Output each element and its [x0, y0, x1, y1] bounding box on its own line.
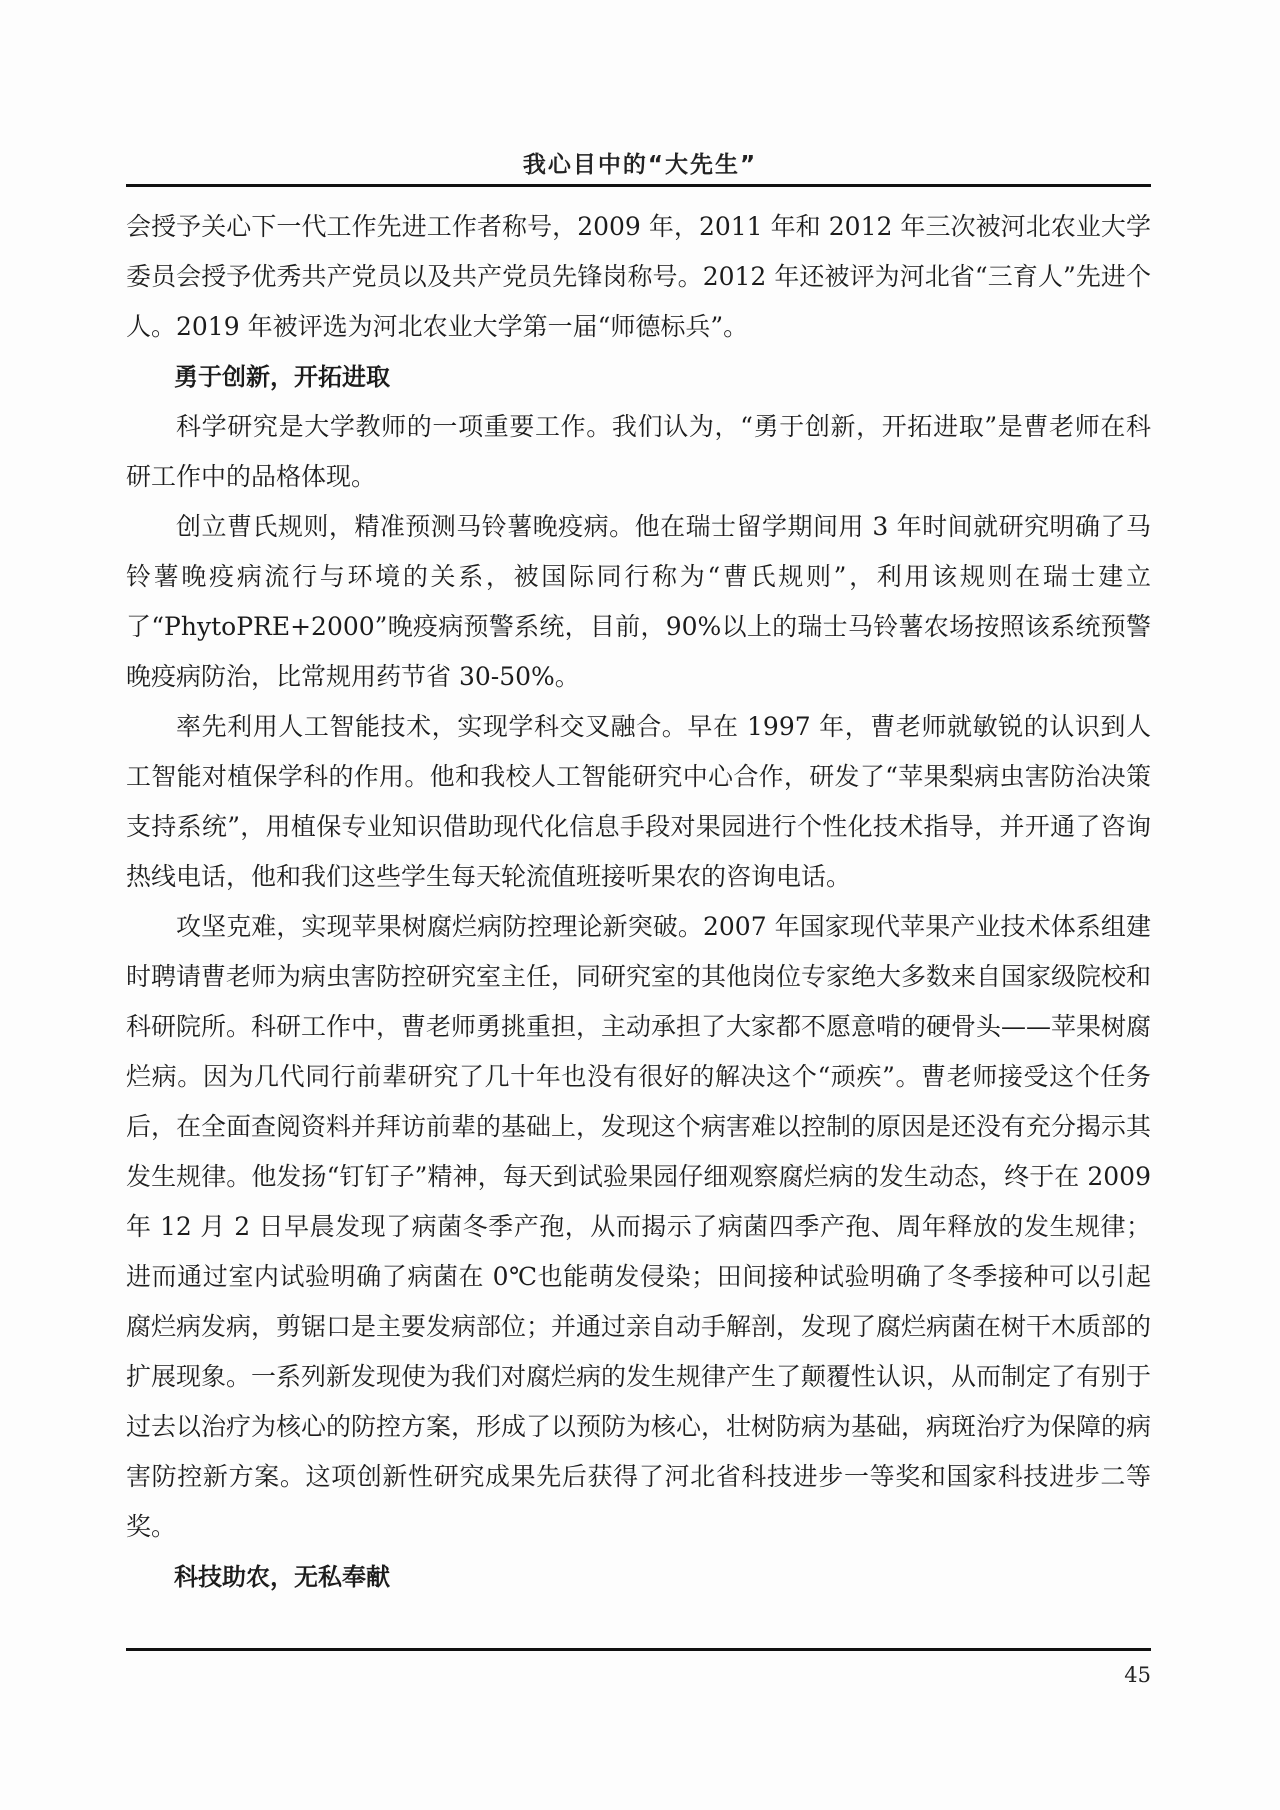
header-rule: [126, 184, 1151, 187]
section-heading-agriculture: 科技助农，无私奉献: [174, 1563, 390, 1591]
paragraph-research-intro: 科学研究是大学教师的一项重要工作。我们认为，“勇于创新，开拓进取”是曹老师在科研工作中的品格体现。: [126, 412, 1151, 491]
paragraph-canker-breakthrough: 攻坚克难，实现苹果树腐烂病防控理论新突破。2007 年国家现代苹果产业技术体系组建时聘请曹老师为病虫害防控研究室主任，同研究室的其他岗位专家绝大多数来自国家级院校和科研院所。科研工作中，曹老师勇挑重担，主动承担了大家都不愿意啃的硬骨头——苹果树腐烂病。因为几代同行前辈研究了几十年也没有很好的解决这个“顽疾”。曹老师接受这个任务后，在全面查阅资料并拜访前辈的基础上，发现这个病害难以控制的原因是还没有充分揭示其发生规律。他发扬“钉钉子”精神，每天到试验果园仔细观察腐烂病的发生动态，终于在 2009 年 12 月 2 日早晨发现了病菌冬季产孢，从而揭示了病菌四季产孢、周年释放的发生规律；进而通过室内试验明确了病菌在 0℃也能萌发侵染；田间接种试验明确了冬季接种可以引起腐烂病发病，剪锯口是主要发病部位；并通过亲自动手解剖，发现了腐烂病菌在树干木质部的扩展现象。一系列新发现使为我们对腐烂病的发生规律产生了颠覆性认识，从而制定了有别于过去以治疗为核心的防控方案，形成了以预防为核心，壮树防病为基础，病斑治疗为保障的病害防控新方案。这项创新性研究成果先后获得了河北省科技进步一等奖和国家科技进步二等奖。: [126, 912, 1152, 1541]
body-text: [126, 202, 1151, 1602]
footer-rule: [126, 1648, 1151, 1651]
paragraph-continued: 会授予关心下一代工作先进工作者称号，2009 年，2011 年和 2012 年三次被河北农业大学委员会授予优秀共产党员以及共产党员先锋岗称号。2012 年还被评为河北省“三育人”先进个人。2019 年被评选为河北农业大学第一届“师德标兵”。: [126, 212, 1151, 341]
running-header: 我心目中的“大先生”: [522, 152, 758, 178]
paragraph-ai-technology: 率先利用人工智能技术，实现学科交叉融合。早在 1997 年，曹老师就敏锐的认识到人工智能对植保学科的作用。他和我校人工智能研究中心合作，研发了“苹果梨病虫害防治决策支持系统”，用植保专业知识借助现代化信息手段对果园进行个性化技术指导，并开通了咨询热线电话，他和我们这些学生每天轮流值班接听果农的咨询电话。: [126, 712, 1151, 891]
paragraph-cao-rule: 创立曹氏规则，精准预测马铃薯晚疫病。他在瑞士留学期间用 3 年时间就研究明确了马铃薯晚疫病流行与环境的关系，被国际同行称为“曹氏规则”，利用该规则在瑞士建立了“PhytoPRE+2000”晚疫病预警系统，目前，90%以上的瑞士马铃薯农场按照该系统预警晚疫病防治，比常规用药节省 30-50%。: [126, 512, 1151, 691]
section-heading-innovation: 勇于创新，开拓进取: [174, 363, 390, 391]
page-number: 45: [1124, 1663, 1151, 1687]
